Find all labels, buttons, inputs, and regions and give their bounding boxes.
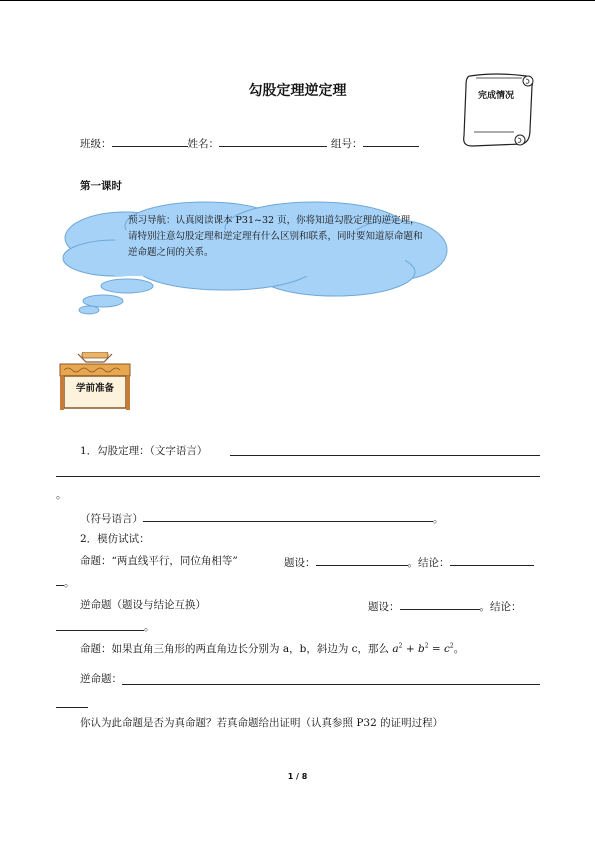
- q2-converse-label: 逆命题（题设与结论互换）: [80, 599, 206, 611]
- preview-guide-text: 预习导航：认真阅读课本 P31~32 页，你将知道勾股定理的逆定理，请特别注意勾股定理和逆定理有什么区别和联系，同时要知道原命题和逆命题之间的关系。: [128, 215, 423, 258]
- lesson-heading: 第一课时: [80, 180, 122, 192]
- q2-concl-field-1-cont[interactable]: [56, 585, 64, 586]
- q1-symbolic-end: 。: [433, 513, 444, 525]
- q2-prop1: 命题：“两直线平行，同位角相等”: [80, 555, 238, 567]
- group-field[interactable]: [363, 134, 419, 147]
- pythagorean-formula: $a^2 + b^2 = c^2$: [392, 642, 454, 655]
- q2-prop2-end: 。: [453, 643, 465, 655]
- status-label: 完成情况: [477, 91, 514, 101]
- q2-end-1: 。: [64, 577, 75, 589]
- q2-concl-label-1: 。结论：: [407, 557, 450, 569]
- q2-converse2-field-cont[interactable]: [56, 707, 88, 708]
- group-label: 组号：: [331, 138, 363, 150]
- q1-label: 1．勾股定理：（文字语言）: [80, 445, 208, 457]
- student-info-row: [80, 134, 419, 151]
- class-field[interactable]: [112, 134, 188, 147]
- q2-converse-answers: [368, 597, 522, 614]
- name-field[interactable]: [219, 134, 327, 147]
- q2-prop1-answers: [284, 553, 534, 570]
- q1-answer-line-2[interactable]: [56, 476, 540, 477]
- q2-converse2-label: 逆命题：: [80, 673, 122, 685]
- q1-symbolic-row: [80, 509, 444, 526]
- q2-converse2-field[interactable]: [122, 684, 540, 685]
- q2-concl-field-1[interactable]: [450, 553, 534, 566]
- q2-end-2: 。: [144, 621, 155, 633]
- section-title: 学前准备: [75, 383, 114, 394]
- q2-question: 你认为此命题是否为真命题？若真命题给出证明（认真参照 P32 的证明过程）: [80, 717, 444, 729]
- page-number: 1 / 8: [287, 772, 308, 781]
- q2-prop1-row: [80, 553, 238, 568]
- q1-symbolic-label: （符号语言）: [80, 513, 143, 525]
- q2-hyp-label-2: 题设：: [368, 601, 400, 613]
- name-label: 姓名：: [187, 138, 219, 150]
- q2-concl-field-2[interactable]: [56, 630, 144, 631]
- scroll-frame-icon: [456, 70, 540, 155]
- class-label: 班级：: [80, 138, 112, 150]
- q1-end-mark: 。: [56, 489, 67, 501]
- q1-answer-line-1[interactable]: [230, 455, 540, 456]
- q2-concl-label-2: 。结论：: [479, 601, 522, 613]
- q2-prop2-prefix: 命题：如果直角三角形的两直角边长分别为 a，b，斜边为 c，那么: [80, 643, 390, 655]
- page-title: 勾股定理逆定理: [248, 83, 347, 99]
- q2-prop2-row: [80, 641, 464, 656]
- q2-hyp-field-1[interactable]: [316, 553, 408, 566]
- q2-label: 2．模仿试试：: [80, 533, 150, 545]
- q1-symbolic-field[interactable]: [143, 509, 433, 522]
- q2-hyp-label-1: 题设：: [284, 557, 316, 569]
- top-rule: [0, 0, 595, 1]
- q2-hyp-field-2[interactable]: [400, 597, 480, 610]
